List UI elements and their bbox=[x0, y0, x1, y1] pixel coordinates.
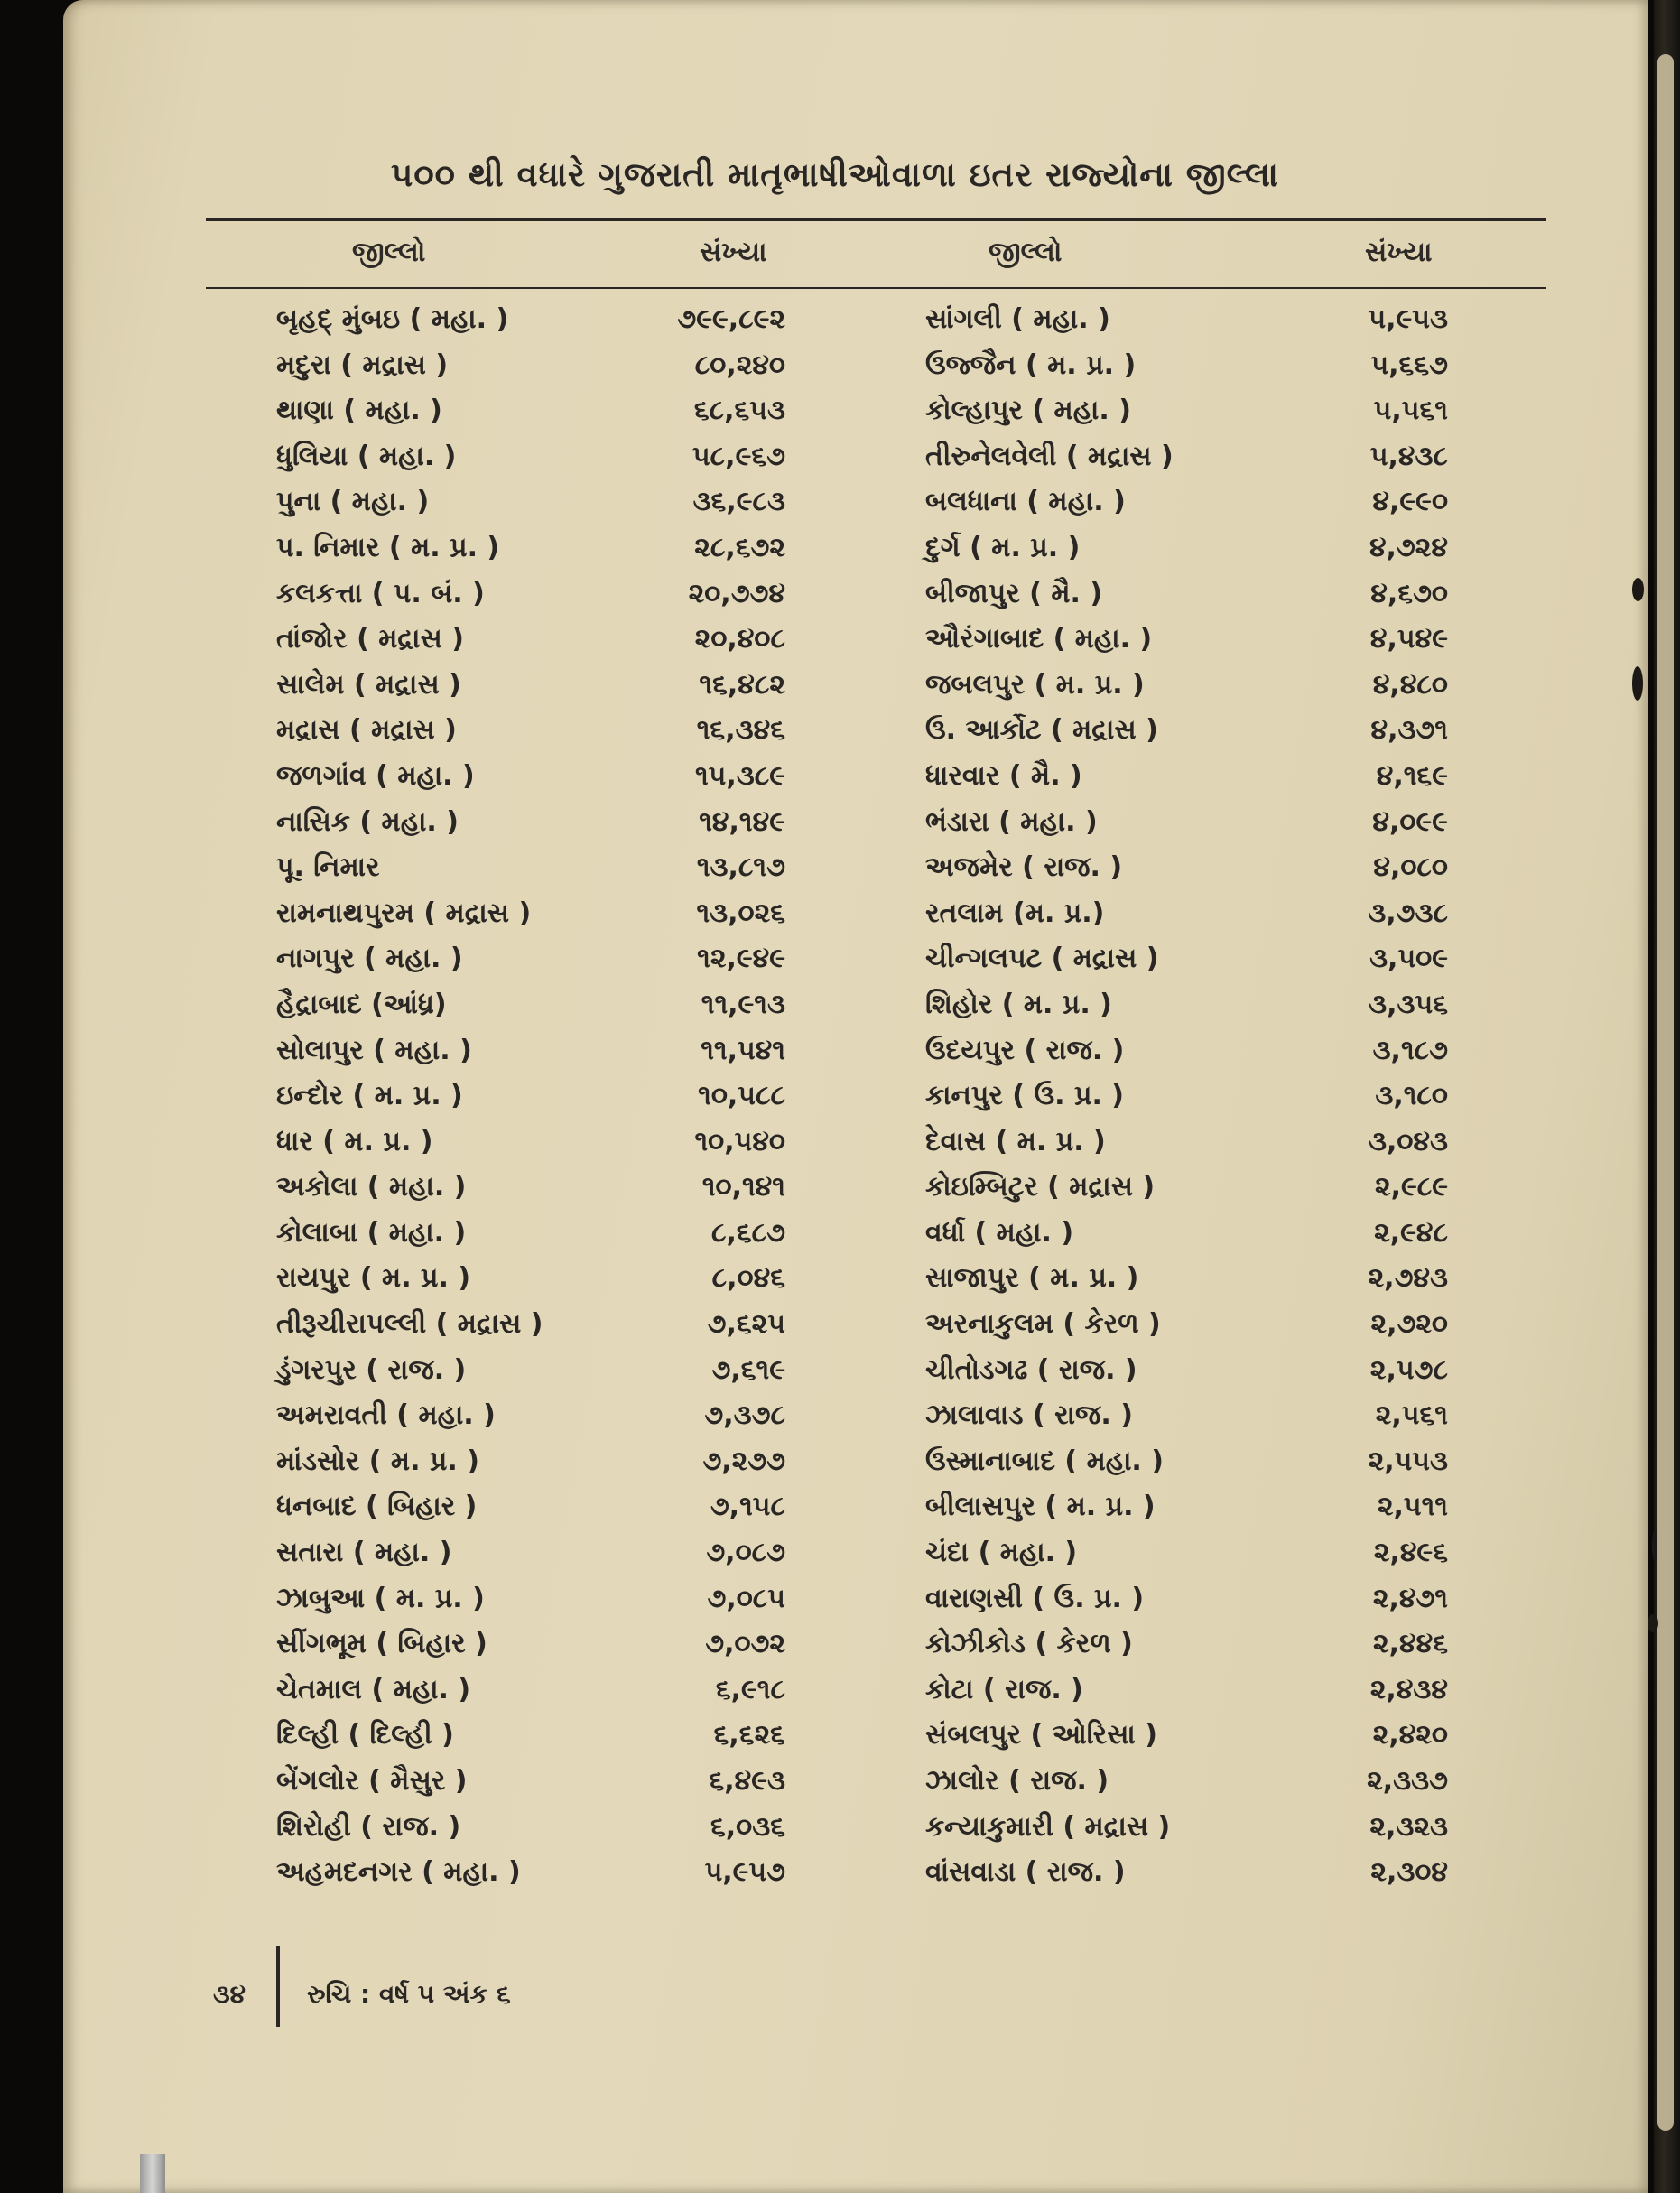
count-value: ૧૨,૯૪૯ bbox=[697, 943, 785, 975]
count-value: ૧૦,૫૮૮ bbox=[698, 1080, 785, 1112]
district-name: ચીતોડગઢ ( રાજ. ) bbox=[925, 1353, 1137, 1386]
table-row bbox=[0, 1577, 1680, 1623]
count-value: ૪,૩૭૧ bbox=[1370, 714, 1448, 747]
district-table bbox=[0, 298, 1680, 1897]
table-row bbox=[0, 344, 1680, 390]
district-name: પૂ. નિમાર bbox=[276, 851, 380, 884]
count-value: ૨,૪૨૦ bbox=[1372, 1719, 1448, 1752]
district-name: મદ્રાસ ( મદ્રાસ ) bbox=[276, 714, 457, 747]
district-name: ઉ. આર્કોટ ( મદ્રાસ ) bbox=[925, 714, 1158, 747]
count-value: ૨,૩૦૪ bbox=[1370, 1856, 1448, 1889]
count-value: ૭૯૯,૮૯૨ bbox=[677, 303, 785, 335]
district-name: ઝાબુઆ ( મ. પ્ર. ) bbox=[276, 1582, 485, 1614]
count-value: ૫૮,૯૬૭ bbox=[691, 440, 785, 472]
count-value: ૨,૭૪૩ bbox=[1368, 1262, 1448, 1295]
bookmark-ribbon bbox=[140, 2154, 165, 2193]
district-name: કોટા ( રાજ. ) bbox=[925, 1673, 1083, 1705]
district-name: અરનાકુલમ ( કેરળ ) bbox=[925, 1308, 1161, 1341]
district-name: ચીન્ગલપટ ( મદ્રાસ ) bbox=[925, 943, 1159, 975]
count-value: ૫,૪૩૮ bbox=[1369, 440, 1448, 472]
district-name: જળગાંવ ( મહા. ) bbox=[276, 759, 475, 792]
count-value: ૪,૧૬૯ bbox=[1376, 759, 1448, 792]
table-row bbox=[0, 572, 1680, 618]
district-name: નાગપુર ( મહા. ) bbox=[276, 943, 463, 975]
table-row bbox=[0, 937, 1680, 983]
count-value: ૪,૦૮૦ bbox=[1373, 851, 1448, 884]
district-name: સોલાપુર ( મહા. ) bbox=[276, 1034, 472, 1066]
district-name: તીરૂચીરાપલ્લી ( મદ્રાસ ) bbox=[276, 1308, 543, 1341]
district-name: રામનાથપુરમ ( મદ્રાસ ) bbox=[276, 897, 532, 929]
district-name: અમરાવતી ( મહા. ) bbox=[276, 1399, 496, 1432]
district-name: પુના ( મહા. ) bbox=[276, 486, 430, 518]
count-value: ૮,૦૪૬ bbox=[711, 1262, 785, 1295]
district-name: કાનપુર ( ઉ. પ્ર. ) bbox=[925, 1080, 1125, 1112]
district-name: શિહોર ( મ. પ્ર. ) bbox=[925, 988, 1112, 1020]
count-value: ૨,૪૪૬ bbox=[1372, 1628, 1448, 1660]
table-row bbox=[0, 1806, 1680, 1852]
count-value: ૨,૪૩૪ bbox=[1369, 1673, 1448, 1705]
table-top-rule bbox=[206, 218, 1546, 221]
count-value: ૨,૩૨૩ bbox=[1369, 1810, 1448, 1843]
table-row bbox=[0, 1851, 1680, 1897]
count-value: ૪,૪૮૦ bbox=[1372, 668, 1448, 701]
count-value: ૫,૯૫૩ bbox=[1368, 303, 1448, 335]
count-value: ૫,૬૬૭ bbox=[1370, 348, 1448, 381]
district-name: દિલ્હી ( દિલ્હી ) bbox=[276, 1719, 454, 1752]
count-value: ૩,૭૩૮ bbox=[1368, 897, 1448, 929]
district-name: અહમદનગર ( મહા. ) bbox=[276, 1856, 521, 1889]
count-value: ૧૦,૫૪૦ bbox=[694, 1125, 785, 1157]
district-name: ઉસ્માનાબાદ ( મહા. ) bbox=[925, 1445, 1164, 1477]
count-value: ૩,૫૦૯ bbox=[1369, 943, 1448, 975]
count-value: ૬,૪૯૩ bbox=[709, 1765, 785, 1797]
district-name: બીલાસપુર ( મ. પ્ર. ) bbox=[925, 1491, 1156, 1523]
count-value: ૪,૬૭૦ bbox=[1370, 577, 1448, 609]
count-value: ૧૧,૫૪૧ bbox=[701, 1034, 785, 1066]
district-name: દેવાસ ( મ. પ્ર. ) bbox=[925, 1125, 1106, 1157]
district-name: ઉદયપુર ( રાજ. ) bbox=[925, 1034, 1125, 1066]
count-value: ૩૬,૯૮૩ bbox=[692, 486, 785, 518]
count-value: ૧૪,૧૪૯ bbox=[699, 805, 785, 838]
district-name: ધાર ( મ. પ્ર. ) bbox=[276, 1125, 433, 1157]
district-name: ભંડારા ( મહા. ) bbox=[925, 805, 1098, 838]
table-row bbox=[0, 1212, 1680, 1258]
table-row bbox=[0, 435, 1680, 481]
district-name: વર્ધા ( મહા. ) bbox=[925, 1216, 1074, 1249]
footer-divider bbox=[276, 1946, 280, 2027]
ink-speck bbox=[1632, 578, 1644, 601]
table-row bbox=[0, 1394, 1680, 1440]
count-value: ૧૬,૪૮૨ bbox=[699, 668, 785, 701]
count-value: ૬૮,૬૫૩ bbox=[693, 395, 785, 427]
district-name: નાસિક ( મહા. ) bbox=[276, 805, 459, 838]
table-row bbox=[0, 846, 1680, 892]
table-row bbox=[0, 1714, 1680, 1760]
count-value: ૨,૭૨૦ bbox=[1370, 1308, 1448, 1341]
table-row bbox=[0, 1349, 1680, 1395]
count-value: ૭,૦૭૨ bbox=[705, 1628, 785, 1660]
district-name: ધનબાદ ( બિહાર ) bbox=[276, 1491, 478, 1523]
district-name: હૈદ્રાબાદ (આંધ્ર) bbox=[276, 988, 447, 1020]
header-count-1: સંખ્યા bbox=[700, 237, 767, 268]
district-name: બલધાના ( મહા. ) bbox=[925, 486, 1126, 518]
table-row bbox=[0, 1668, 1680, 1714]
count-value: ૭,૦૮૭ bbox=[706, 1537, 785, 1569]
count-value: ૬,૬૨૬ bbox=[713, 1719, 785, 1752]
count-value: ૭,૩૭૮ bbox=[704, 1399, 785, 1432]
count-value: ૧૩,૮૧૭ bbox=[696, 851, 785, 884]
district-name: ચંદા ( મહા. ) bbox=[925, 1537, 1078, 1569]
district-name: રાયપુર ( મ. પ્ર. ) bbox=[276, 1262, 471, 1295]
table-row bbox=[0, 1622, 1680, 1668]
district-name: બૃહદ્ મુંબઇ ( મહા. ) bbox=[276, 303, 509, 335]
district-name: જબલપુર ( મ. પ્ર. ) bbox=[925, 668, 1145, 701]
district-name: શિરોહી ( રાજ. ) bbox=[276, 1810, 461, 1843]
table-row bbox=[0, 983, 1680, 1029]
count-value: ૧૦,૧૪૧ bbox=[701, 1171, 785, 1203]
district-name: થાણા ( મહા. ) bbox=[276, 395, 442, 427]
district-name: વારાણસી ( ઉ. પ્ર. ) bbox=[925, 1582, 1145, 1614]
table-row bbox=[0, 1531, 1680, 1577]
district-name: તીરુનેલવેલી ( મદ્રાસ ) bbox=[925, 440, 1174, 472]
district-name: અકોલા ( મહા. ) bbox=[276, 1171, 467, 1203]
count-value: ૨,૫૬૧ bbox=[1375, 1399, 1448, 1432]
page-number: ૩૪ bbox=[213, 1979, 246, 2009]
table-row bbox=[0, 1257, 1680, 1303]
table-row bbox=[0, 709, 1680, 755]
table-header-rule bbox=[206, 287, 1546, 289]
count-value: ૨,૩૩૭ bbox=[1367, 1765, 1448, 1797]
count-value: ૫,૯૫૭ bbox=[704, 1856, 785, 1889]
district-name: ઉજ્જૈન ( મ. પ્ર. ) bbox=[925, 348, 1137, 381]
count-value: ૨૮,૬૭૨ bbox=[694, 531, 785, 563]
table-row bbox=[0, 618, 1680, 664]
count-value: ૮,૬૮૭ bbox=[710, 1216, 785, 1249]
count-value: ૨,૫૧૧ bbox=[1377, 1491, 1448, 1523]
table-row bbox=[0, 664, 1680, 710]
count-value: ૪,૦૯૯ bbox=[1372, 805, 1448, 838]
ink-speck bbox=[1632, 666, 1643, 701]
table-row bbox=[0, 801, 1680, 847]
header-district-1: જીલ્લો bbox=[352, 237, 426, 268]
district-name: કોઇમ્બિટુર ( મદ્રાસ ) bbox=[925, 1171, 1156, 1203]
district-name: ધુલિયા ( મહા. ) bbox=[276, 440, 457, 472]
district-name: મદુરા ( મદ્રાસ ) bbox=[276, 348, 449, 381]
district-name: પ. નિમાર ( મ. પ્ર. ) bbox=[276, 531, 500, 563]
count-value: ૩,૩૫૬ bbox=[1369, 988, 1448, 1020]
count-value: ૨,૯૮૯ bbox=[1374, 1171, 1448, 1203]
district-name: ઝાલાવાડ ( રાજ. ) bbox=[925, 1399, 1133, 1432]
district-name: વાંસવાડા ( રાજ. ) bbox=[925, 1856, 1126, 1889]
table-row bbox=[0, 1029, 1680, 1075]
table-row bbox=[0, 1166, 1680, 1212]
count-value: ૨,૫૫૩ bbox=[1368, 1445, 1448, 1477]
count-value: ૪,૭૨૪ bbox=[1369, 531, 1448, 563]
table-row bbox=[0, 1120, 1680, 1166]
district-name: ધારવાર ( મૈ. ) bbox=[925, 759, 1082, 792]
district-name: કન્યાકુમારી ( મદ્રાસ ) bbox=[925, 1810, 1171, 1843]
count-value: ૭,૨૭૭ bbox=[702, 1445, 785, 1477]
count-value: ૨,૪૭૧ bbox=[1372, 1582, 1448, 1614]
count-value: ૬,૦૩૬ bbox=[710, 1810, 785, 1843]
count-value: ૨,૯૪૮ bbox=[1374, 1216, 1448, 1249]
district-name: ઝાલોર ( રાજ. ) bbox=[925, 1765, 1109, 1797]
district-name: ચેતમાલ ( મહા. ) bbox=[276, 1673, 471, 1705]
count-value: ૩,૧૮૭ bbox=[1372, 1034, 1448, 1066]
ink-speck bbox=[1652, 1530, 1657, 1561]
table-row bbox=[0, 298, 1680, 344]
count-value: ૫,૫૬૧ bbox=[1373, 395, 1448, 427]
count-value: ૪,૫૪૯ bbox=[1369, 623, 1448, 655]
count-value: ૧૫,૩૮૯ bbox=[694, 759, 785, 792]
header-count-2: સંખ્યા bbox=[1365, 237, 1433, 268]
district-name: સાજાપુર ( મ. પ્ર. ) bbox=[925, 1262, 1139, 1295]
district-name: દુર્ગ ( મ. પ્ર. ) bbox=[925, 531, 1081, 563]
count-value: ૩,૦૪૩ bbox=[1368, 1125, 1448, 1157]
district-name: બેંગલોર ( મૈસુર ) bbox=[276, 1765, 468, 1797]
count-value: ૪,૯૯૦ bbox=[1372, 486, 1448, 518]
district-name: કલકત્તા ( પ. બં. ) bbox=[276, 577, 485, 609]
district-name: સંબલપુર ( ઓરિસા ) bbox=[925, 1719, 1157, 1752]
count-value: ૧૩,૦૨૬ bbox=[696, 897, 785, 929]
district-name: સાંગલી ( મહા. ) bbox=[925, 303, 1110, 335]
table-row bbox=[0, 1440, 1680, 1486]
count-value: ૮૦,૨૪૦ bbox=[694, 348, 785, 381]
publication-line: રુચિ : વર્ષ ૫ અંક ૬ bbox=[307, 1979, 511, 2009]
count-value: ૧૬,૩૪૬ bbox=[696, 714, 785, 747]
page-title: ૫૦૦ થી વધારે ગુજરાતી માતૃભાષીઓવાળા ઇતર રાજ્યોના જીલ્લા bbox=[391, 155, 1279, 194]
table-row bbox=[0, 1485, 1680, 1531]
count-value: ૭,૧૫૮ bbox=[710, 1491, 785, 1523]
district-name: કોલ્હાપુર ( મહા. ) bbox=[925, 395, 1131, 427]
table-row bbox=[0, 526, 1680, 572]
count-value: ૨૦,૪૦૮ bbox=[694, 623, 785, 655]
count-value: ૭,૬૧૯ bbox=[711, 1353, 785, 1386]
district-name: અજમેર ( રાજ. ) bbox=[925, 851, 1123, 884]
district-name: ડુંગરપુર ( રાજ. ) bbox=[276, 1353, 467, 1386]
table-row bbox=[0, 892, 1680, 938]
table-row bbox=[0, 1303, 1680, 1349]
district-name: સીંગભૂમ ( બિહાર ) bbox=[276, 1628, 487, 1660]
count-value: ૨,૫૭૮ bbox=[1369, 1353, 1448, 1386]
table-row bbox=[0, 389, 1680, 435]
count-value: ૨,૪૯૬ bbox=[1373, 1537, 1448, 1569]
header-district-2: જીલ્લો bbox=[989, 237, 1063, 268]
district-name: તાંજોર ( મદ્રાસ ) bbox=[276, 623, 464, 655]
table-row bbox=[0, 1760, 1680, 1806]
district-name: ઇન્દોર ( મ. પ્ર. ) bbox=[276, 1080, 463, 1112]
district-name: ઔરંગાબાદ ( મહા. ) bbox=[925, 623, 1153, 655]
table-row bbox=[0, 755, 1680, 801]
ink-speck bbox=[1648, 1614, 1658, 1632]
count-value: ૭,૬૨૫ bbox=[707, 1308, 785, 1341]
count-value: ૩,૧૮૦ bbox=[1375, 1080, 1448, 1112]
district-name: સતારા ( મહા. ) bbox=[276, 1537, 452, 1569]
district-name: કોઝીકોડ ( કેરળ ) bbox=[925, 1628, 1133, 1660]
table-row bbox=[0, 480, 1680, 526]
count-value: ૬,૯૧૮ bbox=[715, 1673, 785, 1705]
district-name: માંડસોર ( મ. પ્ર. ) bbox=[276, 1445, 479, 1477]
district-name: બીજાપુર ( મૈ. ) bbox=[925, 577, 1103, 609]
district-name: રતલામ (મ. પ્ર.) bbox=[925, 897, 1105, 929]
count-value: ૧૧,૯૧૩ bbox=[701, 988, 785, 1020]
count-value: ૨૦,૭૭૪ bbox=[688, 577, 785, 609]
district-name: કોલાબા ( મહા. ) bbox=[276, 1216, 467, 1249]
district-name: સાલેમ ( મદ્રાસ ) bbox=[276, 668, 461, 701]
table-row bbox=[0, 1074, 1680, 1120]
count-value: ૭,૦૮૫ bbox=[707, 1582, 785, 1614]
